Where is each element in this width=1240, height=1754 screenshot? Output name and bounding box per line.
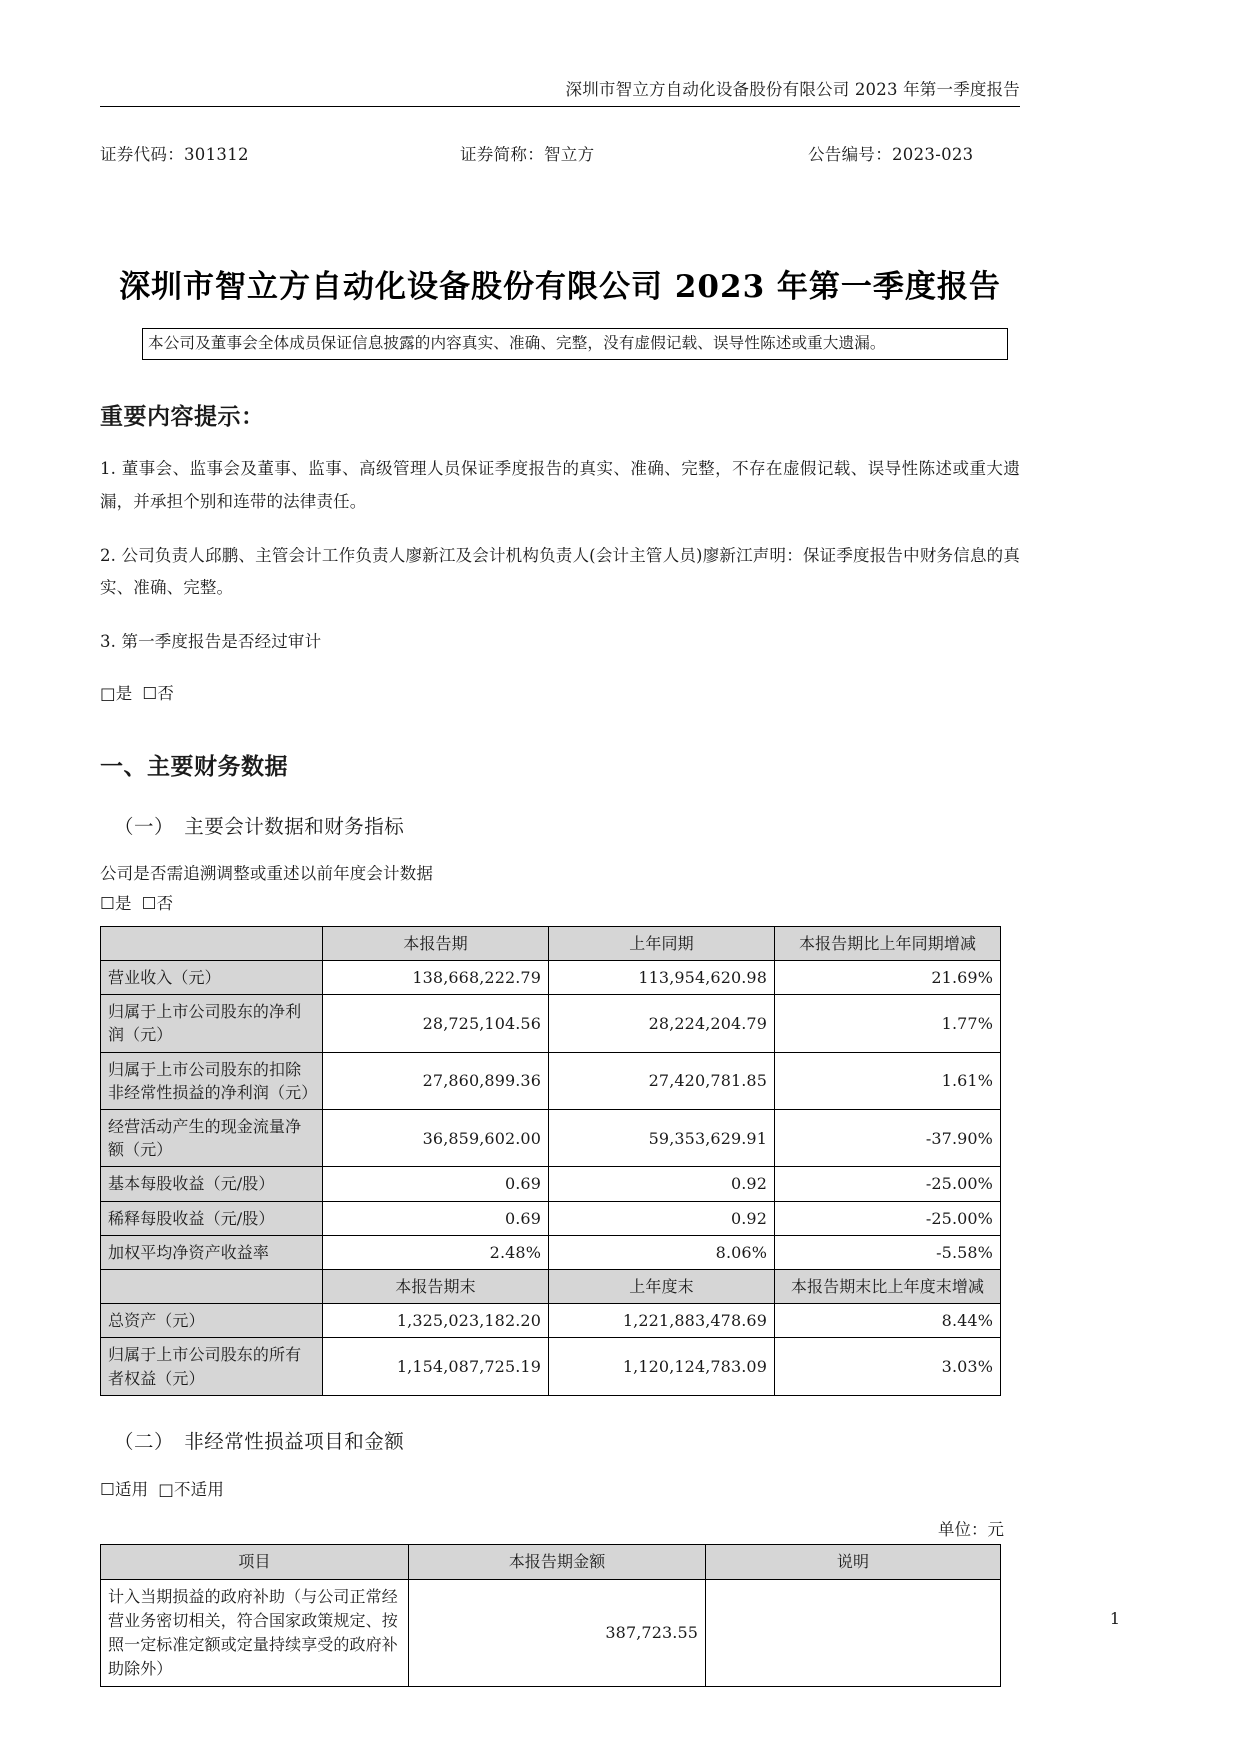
cell-roe-current: 2.48%: [323, 1235, 549, 1269]
cell-revenue-current: 138,668,222.79: [323, 961, 549, 995]
cell-cashflow-previous: 59,353,629.91: [549, 1110, 775, 1167]
checkbox-checked-icon[interactable]: ☐: [100, 893, 115, 913]
nonrecurring-items-table: [100, 1544, 1001, 1687]
cell-equity-current: 1,154,087,725.19: [323, 1338, 549, 1395]
row-label-diluted-eps: 稀释每股收益（元/股）: [101, 1201, 323, 1235]
row-label-net-profit: 归属于上市公司股东的净利润（元）: [101, 995, 323, 1052]
table-row: [101, 995, 1001, 1052]
section-1-heading: 一、主要财务数据: [100, 752, 288, 780]
disclaimer-box: 本公司及董事会全体成员保证信息披露的内容真实、准确、完整，没有虚假记载、误导性陈述或重大遗漏。: [142, 328, 1008, 360]
cell-net-profit-change: 1.77%: [775, 995, 1001, 1052]
cell-net-profit-excl-current: 27,860,899.36: [323, 1052, 549, 1109]
main-financial-table: [100, 926, 1001, 1396]
cell-diluted-eps-previous: 0.92: [549, 1201, 775, 1235]
cell-government-subsidy-note: [706, 1579, 1001, 1686]
cell-total-assets-change: 8.44%: [775, 1304, 1001, 1338]
security-code: 证券代码：301312: [100, 145, 249, 165]
retrospective-choice-row: [100, 890, 1020, 914]
checkbox-unchecked-icon[interactable]: □: [158, 1479, 175, 1499]
table-row: [101, 1052, 1001, 1109]
row-label-net-profit-excl-nonrecurring: 归属于上市公司股东的扣除非经常性损益的净利润（元）: [101, 1052, 323, 1109]
col-header-item: 项目: [101, 1544, 409, 1579]
cell-government-subsidy-item: 计入当期损益的政府补助（与公司正常经营业务密切相关，符合国家政策规定、按照一定标准定额或定量持续享受的政府补助除外）: [101, 1579, 409, 1686]
row-label-roe: 加权平均净资产收益率: [101, 1235, 323, 1269]
cell-net-profit-current: 28,725,104.56: [323, 995, 549, 1052]
important-note-3: 3. 第一季度报告是否经过审计: [100, 632, 322, 652]
audit-choice-no-label: 否: [157, 683, 175, 703]
row-label-operating-cashflow: 经营活动产生的现金流量净额（元）: [101, 1110, 323, 1167]
checkbox-unchecked-icon[interactable]: □: [100, 683, 116, 703]
cell-equity-change: 3.03%: [775, 1338, 1001, 1395]
page-title: 深圳市智立方自动化设备股份有限公司 2023 年第一季度报告: [119, 269, 1001, 306]
cell-total-assets-previous: 1,221,883,478.69: [549, 1304, 775, 1338]
page-number: 1: [1109, 1609, 1120, 1628]
row-label-basic-eps: 基本每股收益（元/股）: [101, 1167, 323, 1201]
cell-net-profit-previous: 28,224,204.79: [549, 995, 775, 1052]
table-row: [101, 1110, 1001, 1167]
unit-label: 单位：元: [938, 1519, 1004, 1539]
table-header-row-endpoint: [101, 1269, 1001, 1303]
cell-cashflow-current: 36,859,602.00: [323, 1110, 549, 1167]
col-header-change-period: 本报告期比上年同期增减: [775, 926, 1001, 960]
cell-cashflow-change: -37.90%: [775, 1110, 1001, 1167]
applicable-label: 适用: [114, 1479, 149, 1499]
cell-net-profit-excl-change: 1.61%: [775, 1052, 1001, 1109]
retro-choice-yes-label: 是: [114, 893, 132, 913]
running-header: 深圳市智立方自动化设备股份有限公司 2023 年第一季度报告: [100, 0, 1020, 107]
table-row: [101, 1201, 1001, 1235]
col-header-previous-period: 上年同期: [549, 926, 775, 960]
cell-basic-eps-previous: 0.92: [549, 1167, 775, 1201]
audit-choice-yes-label: 是: [115, 683, 133, 703]
cell-basic-eps-current: 0.69: [323, 1167, 549, 1201]
cell-revenue-previous: 113,954,620.98: [549, 961, 775, 995]
applicability-choice-row: [100, 1476, 1020, 1500]
cell-roe-previous: 8.06%: [549, 1235, 775, 1269]
row-label-revenue: 营业收入（元）: [101, 961, 323, 995]
table-row: [101, 961, 1001, 995]
important-note-1: 1. 董事会、监事会及董事、监事、高级管理人员保证季度报告的真实、准确、完整，不存在虚假记载、误导性陈述或重大遗漏，并承担个别和连带的法律责任。: [100, 459, 1020, 511]
table-row: [101, 1338, 1001, 1395]
col-header-current-endpoint: 本报告期末: [323, 1269, 549, 1303]
cell-government-subsidy-amount: 387,723.55: [409, 1579, 706, 1686]
row-label-total-assets: 总资产（元）: [101, 1304, 323, 1338]
cell-total-assets-current: 1,325,023,182.20: [323, 1304, 549, 1338]
retrospective-question: 公司是否需追溯调整或重述以前年度会计数据: [100, 863, 433, 883]
col-header-note: 说明: [706, 1544, 1001, 1579]
row-label-equity: 归属于上市公司股东的所有者权益（元）: [101, 1338, 323, 1395]
col-header-change-endpoint: 本报告期末比上年度末增减: [775, 1269, 1001, 1303]
important-note-2: 2. 公司负责人邱鹏、主管会计工作负责人廖新江及会计机构负责人(会计主管人员)廖新江声明：保证季度报告中财务信息的真实、准确、完整。: [100, 545, 1020, 597]
cell-revenue-change: 21.69%: [775, 961, 1001, 995]
cell-basic-eps-change: -25.00%: [775, 1167, 1001, 1201]
not-applicable-label: 不适用: [174, 1479, 224, 1499]
important-notes-heading: 重要内容提示：: [100, 403, 265, 431]
table-row: [101, 1167, 1001, 1201]
table-header-row: [101, 1544, 1001, 1579]
table-row: [101, 1579, 1001, 1686]
table-row: [101, 1304, 1001, 1338]
section-1-1-heading: （一） 主要会计数据和财务指标: [114, 814, 405, 838]
page-content: [100, 0, 1020, 1687]
cell-diluted-eps-change: -25.00%: [775, 1201, 1001, 1235]
checkbox-checked-icon[interactable]: ☐: [100, 1479, 115, 1499]
cell-roe-change: -5.58%: [775, 1235, 1001, 1269]
security-short-name: 证券简称：智立方: [460, 145, 595, 165]
col-header-current-period: 本报告期: [323, 926, 549, 960]
audit-choice-row: [100, 680, 1020, 704]
section-1-2-heading: （二） 非经常性损益项目和金额: [114, 1429, 405, 1453]
cell-net-profit-excl-previous: 27,420,781.85: [549, 1052, 775, 1109]
cell-equity-previous: 1,120,124,783.09: [549, 1338, 775, 1395]
security-info-line: [100, 141, 1020, 165]
table-row: [101, 1235, 1001, 1269]
col-header-amount: 本报告期金额: [409, 1544, 706, 1579]
table-corner-cell-2: [101, 1269, 323, 1303]
retro-choice-no-label: 否: [156, 893, 174, 913]
col-header-previous-endpoint: 上年度末: [549, 1269, 775, 1303]
cell-diluted-eps-current: 0.69: [323, 1201, 549, 1235]
table-header-row-period: [101, 926, 1001, 960]
announcement-number: 公告编号：2023-023: [808, 145, 974, 165]
table-corner-cell: [101, 926, 323, 960]
checkbox-checked-icon[interactable]: ☐: [141, 893, 157, 913]
checkbox-checked-icon[interactable]: ☐: [142, 683, 158, 703]
